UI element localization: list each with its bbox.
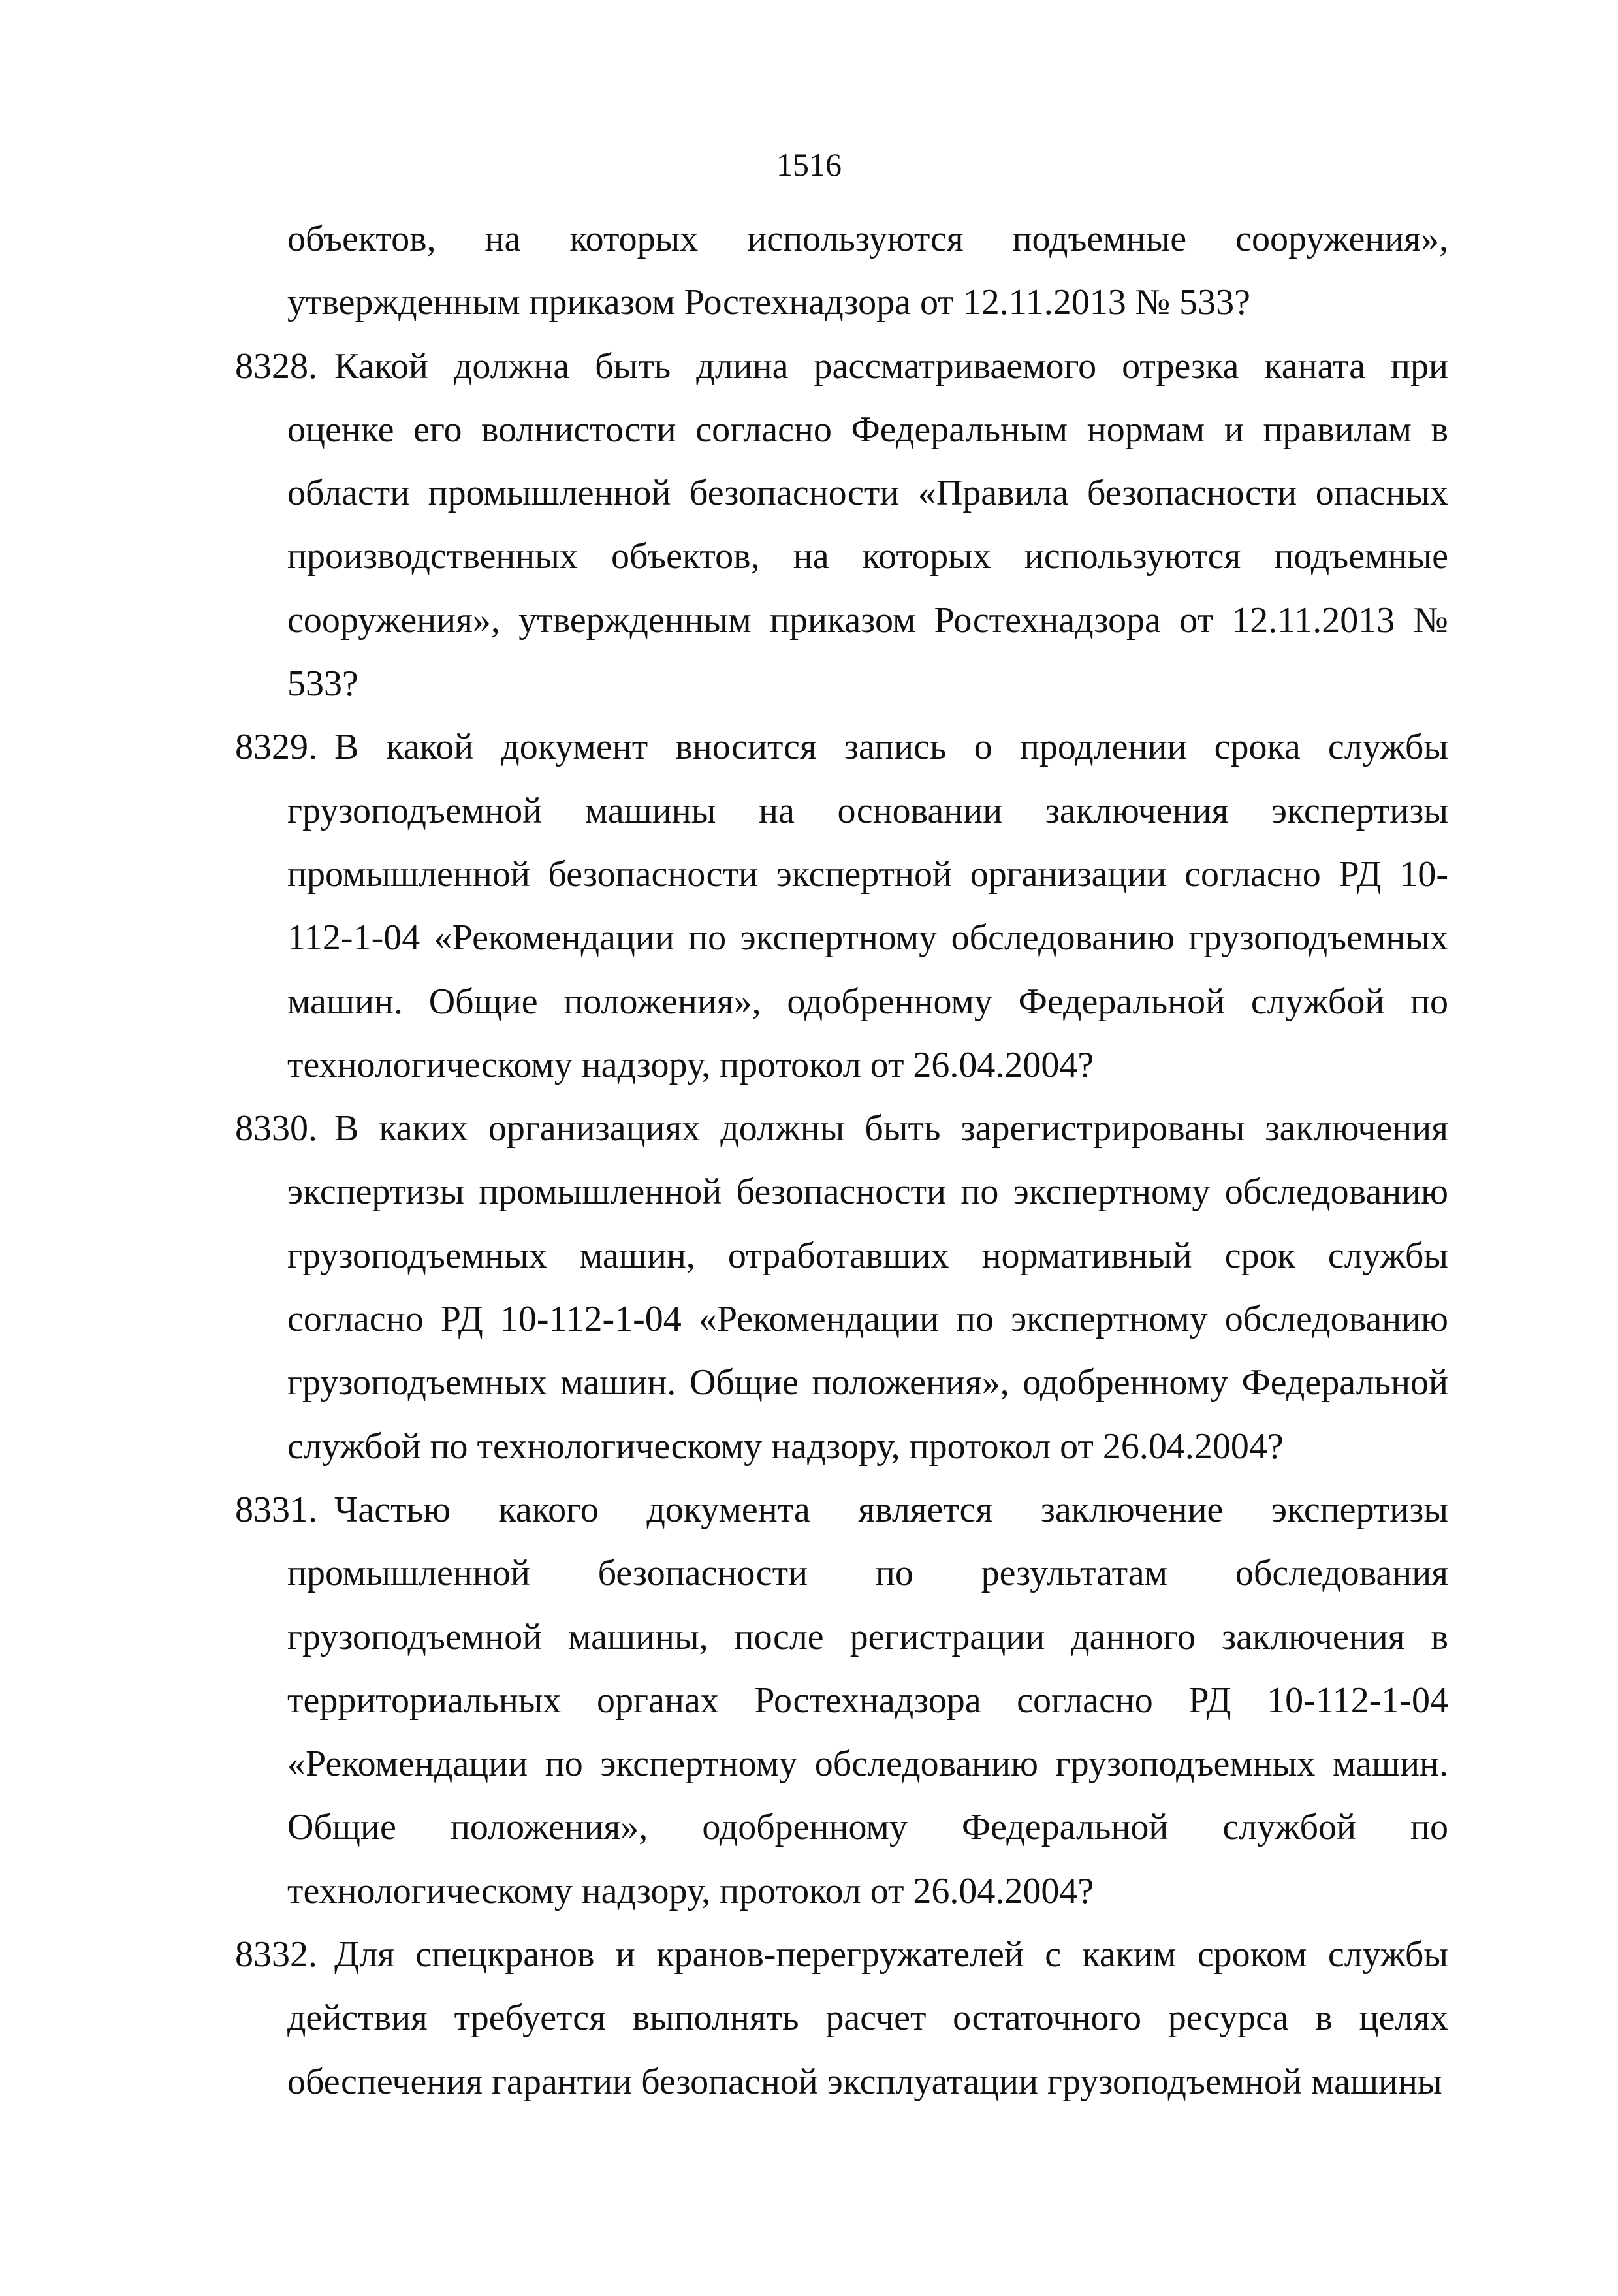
question-item (235, 1923, 1448, 2114)
question-item (235, 1097, 1448, 1478)
page-number: 1516 (776, 146, 842, 183)
continuation-paragraph: объектов, на которых используются подъемные сооружения», утвержденным приказом Ростехнадзора от 12.11.2013 № 533? (287, 219, 1448, 323)
question-number: 8328. (235, 345, 317, 387)
question-item (235, 1478, 1448, 1923)
question-text: Какой должна быть длина рассматриваемого отрезка каната при оценке его волнистости согласно Федеральным нормам и правилам в области промышленной безопасности «Правила безопасности опасных производственных объектов, на которых используются подъемные сооружения», утвержденным приказом Ростехнадзора от 12.11.2013 № 533? (287, 345, 1448, 705)
question-item (235, 716, 1448, 1097)
page-content (235, 208, 1448, 2114)
question-number: 8330. (235, 1108, 317, 1149)
question-number: 8329. (235, 727, 317, 768)
question-text: Для спецкранов и кранов-перегружателей с каким сроком службы действия требуется выполнять расчет остаточного ресурса в целях обеспечения гарантии безопасной эксплуатации грузоподъемной машины (287, 1934, 1448, 2102)
question-item (235, 335, 1448, 716)
question-text: В какой документ вносится запись о продлении срока службы грузоподъемной машины на основании заключения экспертизы промышленной безопасности экспертной организации согласно РД 10-112-1-04 «Рекомендации по экспертному обследованию грузоподъемных машин. Общие положения», одобренному Федеральной службой по технологическому надзору, протокол от 26.04.2004? (287, 727, 1448, 1085)
question-text: Частью какого документа является заключение экспертизы промышленной безопасности по результатам обследования грузоподъемной машины, после регистрации данного заключения в территориальных органах Ростехнадзора согласно РД 10-112-1-04 «Рекомендации по экспертному обследованию грузоподъемных машин. Общие положения», одобренному Федеральной службой по технологическому надзору, протокол от 26.04.2004? (287, 1489, 1448, 1911)
question-number: 8332. (235, 1934, 317, 1975)
question-text: В каких организациях должны быть зарегистрированы заключения экспертизы промышленной безопасности по экспертному обследованию грузоподъемных машин, отработавших нормативный срок службы согласно РД 10-112-1-04 «Рекомендации по экспертному обследованию грузоподъемных машин. Общие положения», одобренному Федеральной службой по технологическому надзору, протокол от 26.04.2004? (287, 1108, 1448, 1467)
question-number: 8331. (235, 1489, 317, 1530)
